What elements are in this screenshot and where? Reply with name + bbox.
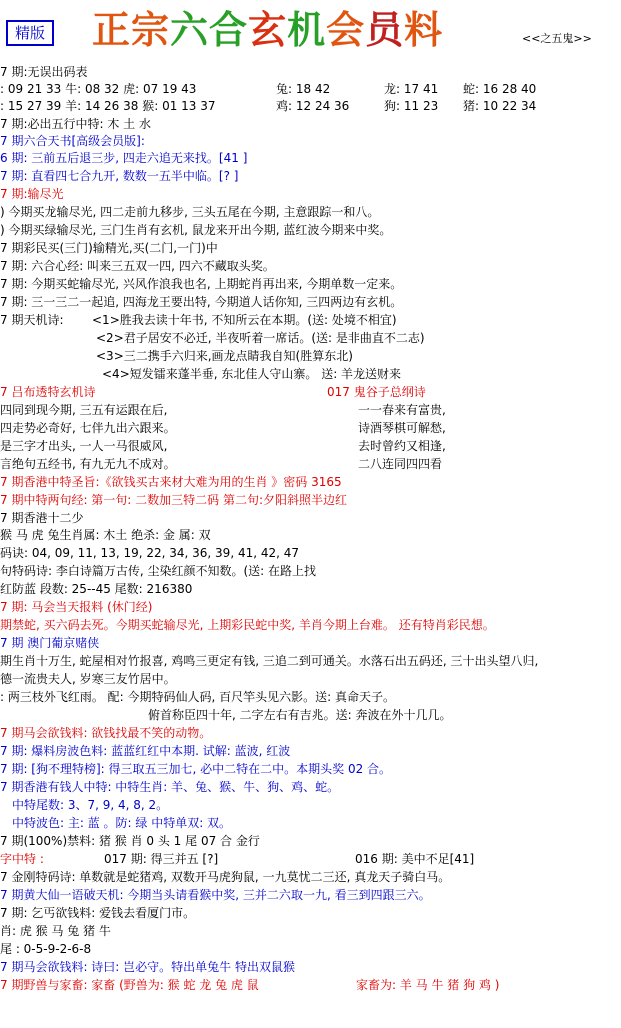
title-char: 会 <box>326 7 366 52</box>
text-line: 7 期(100%)禁料: 猪 猴 肖 0 头 1 尾 07 合 金行 <box>0 834 260 848</box>
text-line: 7 期: 爆料房波色料: 蓝蓝红红中本期. 试解: 蓝波, 红波 <box>0 744 291 758</box>
text-line: 7 吕布透特玄机诗 <box>0 385 96 399</box>
text-line: 四同到现今期, 三五有运跟在后, <box>0 403 168 417</box>
text-line: 016 期: 美中不足[41] <box>355 852 475 866</box>
text-line: 去时曾约又相逢, <box>358 439 446 453</box>
text-line: 是三字才出头, 一人一马很威风, <box>0 439 168 453</box>
text-line: 中特尾数: 3、7, 9, 4, 8, 2。 <box>12 798 169 812</box>
text-line: 码诀: 04, 09, 11, 13, 19, 22, 34, 36, 39, 41, 42, 47 <box>0 546 300 560</box>
text-line: 红防蓝 段数: 25--45 尾数: 216380 <box>0 582 193 596</box>
text-line: 7 期 澳门葡京赌侠 <box>0 636 100 650</box>
text-line: 7 期: 六合心经: 叫来三五双一四, 四六不藏取头奖。 <box>0 259 275 273</box>
text-line: 7 期: 直看四七合九开, 数数一五半中临。[? ] <box>0 169 239 183</box>
text-line: 二八连同四四看 <box>358 457 443 471</box>
edition-badge: 精版 <box>6 20 54 46</box>
text-line: 中特波色: 主: 蓝 。防: 绿 中特单双: 双。 <box>12 816 232 830</box>
text-line: 017 期: 得三并五 [?] <box>104 852 219 866</box>
text-line: 兔: 18 42 <box>276 82 331 96</box>
text-line: 7 期: 马会当天报料 (休门经) <box>0 600 153 614</box>
text-line: 7 期香港十二少 <box>0 511 84 525</box>
text-line: 7 期: [狗不理特榜]: 得三取五三加七, 必中二特在二中。本期头奖 02 合。 <box>0 762 392 776</box>
title-char: 机 <box>287 7 327 52</box>
text-line: 句特码诗: 李白诗篇万古传, 尘染红颜不知数。(送: 在路上找 <box>0 564 317 578</box>
text-line: 俯首称臣四十年, 二字左右有吉兆。送: 奔波在外十几几。 <box>148 708 452 722</box>
text-line: 7 期野兽与家畜: 家畜 (野兽为: 猴 蛇 龙 兔 虎 鼠 <box>0 978 259 992</box>
title-char: 玄 <box>248 7 288 52</box>
text-line: 7 期天机诗: <box>0 313 64 327</box>
text-line: 6 期: 三前五后退三步, 四走六追无来找。[41 ] <box>0 151 248 165</box>
text-line: 狗: 11 23 <box>384 99 439 113</box>
text-line: 期禁蛇, 买六码去死。今期买蛇输尽光, 上期彩民蛇中奖, 羊肖今期上台难。 还有特肖彩民想。 <box>0 618 495 632</box>
text-line: 言绝句五经书, 有九无九不成对。 <box>0 457 176 471</box>
title-char: 正 <box>92 7 132 52</box>
text-line: 7 期马会欲钱料: 诗曰: 岂必守。特出单兔牛 特出双鼠猴 <box>0 960 295 974</box>
text-line: 7 金刚特码诗: 单数就是蛇猪鸡, 双数开马虎狗鼠, 一九莫忧二三还, 真龙天子骑白马。 <box>0 870 451 884</box>
text-line: 7 期香港中特圣旨:《欲钱买古来材大难为用的生肖 》密码 3165 <box>0 475 342 489</box>
title-char: 员 <box>365 7 405 52</box>
text-line: <2>君子居安不必迁, 半夜听着一席话。(送: 是非曲直不二志) <box>96 331 425 345</box>
text-line: 猪: 10 22 34 <box>463 99 537 113</box>
text-line: 家畜为: 羊 马 牛 猪 狗 鸡 ) <box>356 978 500 992</box>
text-line: 猴 马 虎 兔生肖属: 木土 绝杀: 金 属: 双 <box>0 528 211 542</box>
text-line: ) 今期买绿输尽光, 三门生肖有玄机, 鼠龙来开出今期, 蓝红波今期来中奖。 <box>0 223 392 237</box>
title-char: 合 <box>209 7 249 52</box>
text-line: <1>胜我去读十年书, 不知所云在本期。(送: 处境不相宜) <box>92 313 397 327</box>
text-line: 期生肖十万生, 蛇屋相对竹报喜, 鸡鸣三更定有钱, 三追二到可通关。水落石出五码还, 三十出头望八归, <box>0 654 539 668</box>
text-line: 7 期黄大仙一语破天机: 今期当头请看猴中奖, 三并二六取一九, 看三到四跟三六。 <box>0 888 431 902</box>
text-line: 一一春来有富贵, <box>358 403 446 417</box>
text-line: <3>三二携手六归来,画龙点睛我自知(胜算东北) <box>96 349 353 363</box>
text-line: 龙: 17 41 <box>384 82 439 96</box>
text-line: : 09 21 33 牛: 08 32 虎: 07 19 43 <box>0 82 197 96</box>
text-line: 7 期:必出五行中特: 木 土 水 <box>0 117 151 131</box>
text-line: ) 今期买龙输尽光, 四二走前九移步, 三头五尾在今期, 主意跟踪一和八。 <box>0 205 380 219</box>
text-line: : 15 27 39 羊: 14 26 38 猴: 01 13 37 <box>0 99 216 113</box>
text-line: 7 期: 今期买蛇输尽光, 兴风作浪我也名, 上期蛇肖再出来, 今期单数一定来。 <box>0 277 403 291</box>
title-char: 料 <box>404 7 444 52</box>
text-line: 7 期香港有钱人中特: 中特生肖: 羊、兔、猴、牛、狗、鸡、蛇。 <box>0 780 340 794</box>
text-line: 字中特 : <box>0 852 44 866</box>
title-char: 六 <box>170 7 210 52</box>
text-line: 7 期马会欲钱料: 欲钱找最不笑的动物。 <box>0 726 212 740</box>
text-line: 7 期:无误出码表 <box>0 65 88 79</box>
text-line: 7 期六合天书[高级会员版]: <box>0 134 145 148</box>
text-line: 蛇: 16 28 40 <box>463 82 537 96</box>
text-line: 鸡: 12 24 36 <box>276 99 350 113</box>
text-line: 017 鬼谷子总纲诗 <box>327 385 426 399</box>
text-line: : 两三枝外飞红雨。 配: 今期特码仙人码, 百尺竿头见六影。送: 真命天子。 <box>0 690 396 704</box>
text-line: 尾 : 0-5-9-2-6-8 <box>0 942 92 956</box>
text-line: 7 期: 乞丐欲钱料: 爱钱去看厦门市。 <box>0 906 196 920</box>
text-line: 7 期:输尽光 <box>0 187 64 201</box>
title-char: 宗 <box>131 7 171 52</box>
text-line: 肖: 虎 猴 马 兔 猪 牛 <box>0 924 111 938</box>
page-title <box>92 6 443 54</box>
text-line: 四走势必奇好, 七伴九出六跟来。 <box>0 421 176 435</box>
text-line: 7 期中特两句经: 第一句: 二数加三特二码 第二句:夕阳斜照半边红 <box>0 493 348 507</box>
page-subtitle: <<之五鬼>> <box>522 32 592 45</box>
page-header <box>0 0 621 60</box>
text-line: 7 期: 三一三二一起追, 四海龙王要出特, 今期道人话你知, 三四两边有玄机。 <box>0 295 403 309</box>
text-line: 德一流贵夫人, 岁寒三友竹居中。 <box>0 672 176 686</box>
text-line: 7 期彩民买(三门)输精光,买(二门,一门)中 <box>0 241 218 255</box>
text-line: <4>短发镭来蓬半垂, 东北佳人守山寨。 送: 羊龙送财来 <box>102 367 402 381</box>
text-line: 诗酒琴棋可解愁, <box>358 421 446 435</box>
